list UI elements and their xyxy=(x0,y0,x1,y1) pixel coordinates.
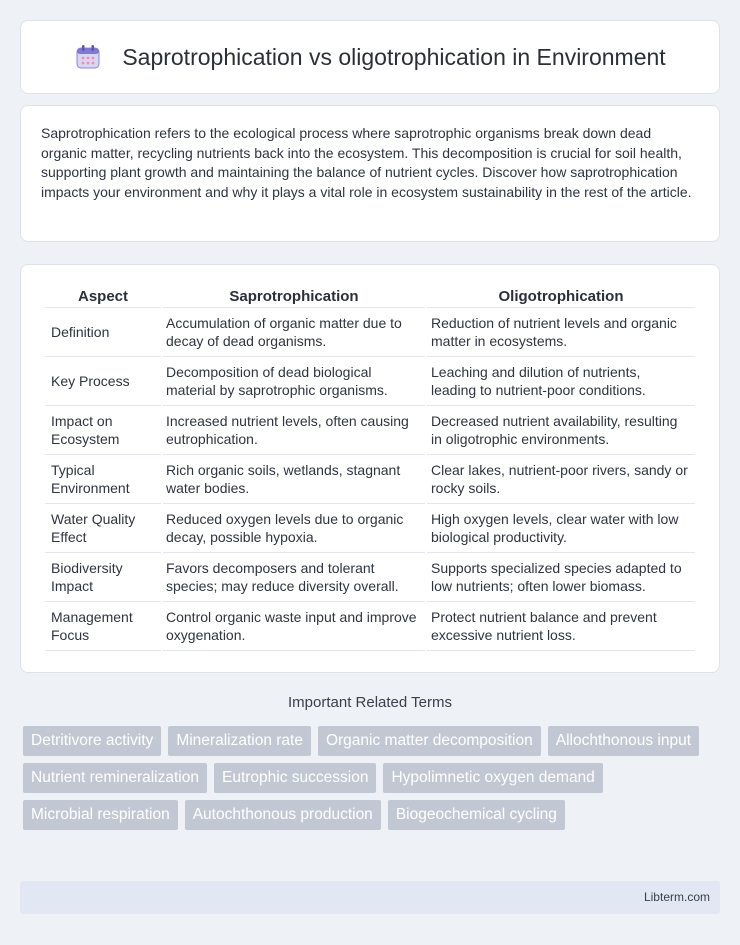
cell-saprotrophication: Control organic waste input and improve oxygenation. xyxy=(163,602,425,651)
cell-oligotrophication: High oxygen levels, clear water with low biological productivity. xyxy=(427,504,695,553)
related-term-tag[interactable]: Nutrient remineralization xyxy=(23,763,207,793)
header-card xyxy=(20,20,720,94)
cell-aspect: Definition xyxy=(45,308,161,357)
cell-aspect: Impact on Ecosystem xyxy=(45,406,161,455)
cell-saprotrophication: Accumulation of organic matter due to decay of dead organisms. xyxy=(163,308,425,357)
intro-card xyxy=(20,105,720,242)
related-term-tag[interactable]: Eutrophic succession xyxy=(214,763,376,793)
cell-oligotrophication: Clear lakes, nutrient-poor rivers, sandy or rocky soils. xyxy=(427,455,695,504)
cell-aspect: Key Process xyxy=(45,357,161,406)
footer xyxy=(20,881,720,914)
cell-oligotrophication: Supports specialized species adapted to low nutrients; often lower biomass. xyxy=(427,553,695,602)
cell-aspect: Water Quality Effect xyxy=(45,504,161,553)
related-term-tag[interactable]: Hypolimnetic oxygen demand xyxy=(383,763,602,793)
table-row xyxy=(45,357,695,406)
comparison-table xyxy=(43,285,697,651)
column-header-aspect: Aspect xyxy=(45,285,161,308)
column-header-oligotrophication: Oligotrophication xyxy=(427,285,695,308)
cell-oligotrophication: Leaching and dilution of nutrients, leading to nutrient-poor conditions. xyxy=(427,357,695,406)
related-terms-list xyxy=(23,726,723,830)
table-header-row xyxy=(45,285,695,308)
cell-aspect: Management Focus xyxy=(45,602,161,651)
column-header-saprotrophication: Saprotrophication xyxy=(163,285,425,308)
footer-site-link[interactable]: Libterm.com xyxy=(643,890,710,904)
cell-saprotrophication: Increased nutrient levels, often causing eutrophication. xyxy=(163,406,425,455)
table-row xyxy=(45,553,695,602)
page-title: Saprotrophication vs oligotrophication in Environment xyxy=(122,43,666,70)
table-row xyxy=(45,504,695,553)
intro-text: Saprotrophication refers to the ecological process where saprotrophic organisms break down dead organic matter, recycling nutrients back into the ecosystem. This decomposition is crucial for soil health, supporting plant growth and maintaining the balance of nutrient cycles. Discover how saprotrophication impacts your environment and why it plays a vital role in ecosystem sustainability in the rest of the article. xyxy=(41,125,692,200)
cell-oligotrophication: Reduction of nutrient levels and organic matter in ecosystems. xyxy=(427,308,695,357)
table-row xyxy=(45,308,695,357)
table-row xyxy=(45,602,695,651)
table-row xyxy=(45,455,695,504)
table-row xyxy=(45,406,695,455)
related-term-tag[interactable]: Allochthonous input xyxy=(548,726,699,756)
comparison-table-card xyxy=(20,264,720,673)
related-term-tag[interactable]: Organic matter decomposition xyxy=(318,726,541,756)
cell-saprotrophication: Rich organic soils, wetlands, stagnant water bodies. xyxy=(163,455,425,504)
cell-saprotrophication: Favors decomposers and tolerant species; may reduce diversity overall. xyxy=(163,553,425,602)
related-term-tag[interactable]: Microbial respiration xyxy=(23,800,178,830)
calendar-grid-icon xyxy=(74,43,102,71)
related-term-tag[interactable]: Biogeochemical cycling xyxy=(388,800,565,830)
cell-oligotrophication: Protect nutrient balance and prevent excessive nutrient loss. xyxy=(427,602,695,651)
cell-saprotrophication: Decomposition of dead biological material by saprotrophic organisms. xyxy=(163,357,425,406)
related-terms-title: Important Related Terms xyxy=(288,694,452,711)
related-term-tag[interactable]: Mineralization rate xyxy=(168,726,311,756)
cell-aspect: Typical Environment xyxy=(45,455,161,504)
related-term-tag[interactable]: Detritivore activity xyxy=(23,726,161,756)
cell-aspect: Biodiversity Impact xyxy=(45,553,161,602)
cell-oligotrophication: Decreased nutrient availability, resulting in oligotrophic environments. xyxy=(427,406,695,455)
cell-saprotrophication: Reduced oxygen levels due to organic decay, possible hypoxia. xyxy=(163,504,425,553)
related-term-tag[interactable]: Autochthonous production xyxy=(185,800,381,830)
